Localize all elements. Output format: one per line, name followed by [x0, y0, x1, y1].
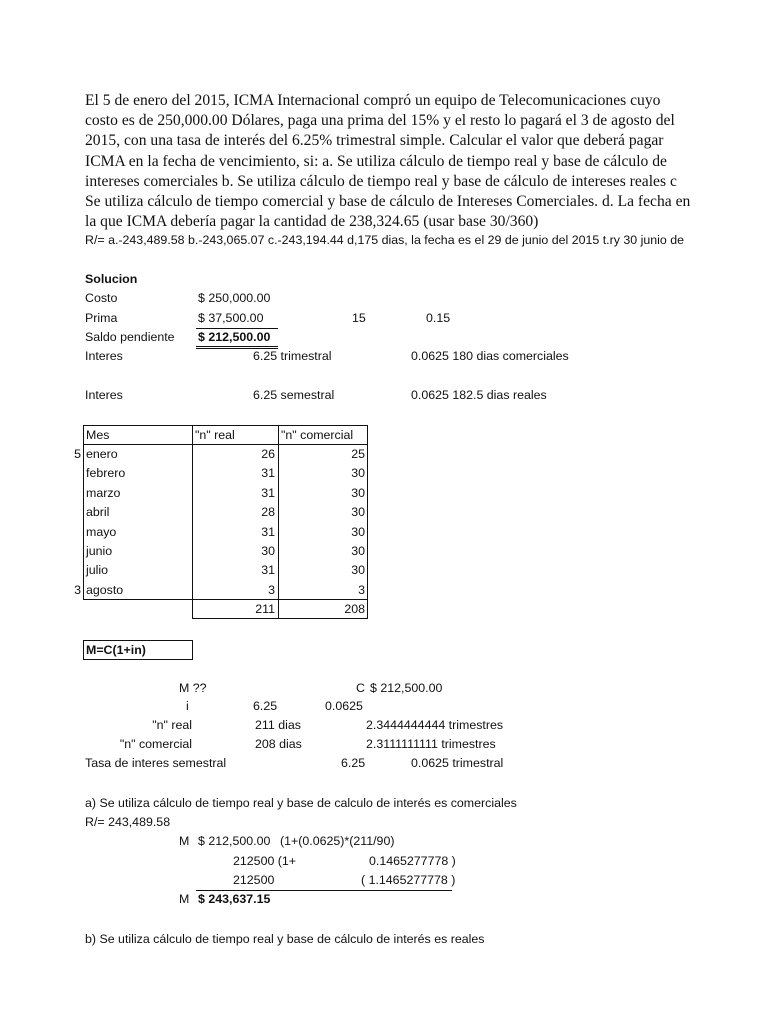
underline: [196, 328, 278, 329]
double-underline: [196, 346, 278, 347]
problem-line: 2015, con una tasa de interés del 6.25% trimestral simple. Calcular el valor que deberá pagar: [85, 132, 664, 150]
result-underline: [196, 890, 452, 891]
row-month: febrero: [86, 466, 126, 481]
prima-percent: 15: [352, 311, 366, 325]
calc-row-2a: 212500 (1+: [233, 854, 297, 868]
tasa-value: 6.25: [341, 756, 366, 770]
row-n-comercial: 30: [351, 485, 365, 500]
row-month: agosto: [86, 582, 124, 597]
solution-title: Solucion: [85, 272, 138, 286]
table-border: [367, 425, 368, 619]
interes1-value: 6.25 trimestral: [253, 349, 332, 363]
n-real-trimestres: 2.3444444444 trimestres: [366, 718, 504, 732]
row-n-comercial: 30: [351, 505, 365, 520]
row-month: marzo: [86, 485, 121, 500]
c-value: $ 212,500.00: [370, 681, 443, 695]
row-month: mayo: [86, 524, 117, 539]
part-a-answer: R/= 243,489.58: [85, 815, 171, 829]
row-month: abril: [86, 505, 110, 520]
row-n-real: 31: [261, 524, 275, 539]
interes1-label: Interes: [85, 349, 123, 363]
c-label: C: [356, 681, 365, 695]
interes2-value: 6.25 semestral: [253, 388, 335, 402]
part-a-heading: a) Se utiliza cálculo de tiempo real y base de calculo de interés es comerciales: [85, 796, 517, 810]
saldo-label: Saldo pendiente: [85, 330, 175, 344]
row-n-real: 31: [261, 466, 275, 481]
tasa-note: 0.0625 trimestral: [411, 756, 504, 770]
row-month: junio: [86, 544, 113, 558]
i-label: i: [186, 699, 189, 713]
interes2-label: Interes: [85, 388, 123, 402]
calc-row-2b: 0.1465277778 ): [369, 854, 456, 868]
row-n-comercial: 25: [351, 447, 365, 461]
column-header: Mes: [86, 428, 110, 442]
row-n-real: 30: [261, 544, 275, 558]
problem-line: costo es de 250,000.00 Dólares, paga una prima del 15% y el resto lo pagará el 3 de agosto del: [85, 112, 675, 130]
n-real-value: 211 dias: [255, 718, 301, 732]
row-n-real: 28: [261, 505, 275, 520]
table-border: [192, 425, 193, 619]
prima-value: $ 37,500.00: [198, 311, 264, 325]
m-symbol: M: [179, 834, 190, 848]
row-n-real: 31: [261, 563, 275, 578]
row-day-mark: 3: [74, 582, 81, 597]
table-border: [278, 425, 279, 619]
costo-label: Costo: [85, 291, 118, 305]
m-final-value: $ 243,637.15: [198, 892, 271, 906]
row-n-comercial: 30: [351, 466, 365, 481]
table-border: [83, 599, 367, 600]
part-b-heading: b) Se utiliza cálculo de tiempo real y base de cálculo de interés es reales: [85, 932, 485, 946]
calc-row-3b: ( 1.1465277778 ): [361, 873, 456, 887]
table-border: [192, 618, 367, 619]
row-n-comercial: 30: [351, 524, 365, 539]
problem-line: Se utiliza cálculo de tiempo comercial y base de cálculo de Intereses Comerciales. d. La fecha en: [85, 192, 691, 210]
row-n-real: 3: [268, 582, 275, 597]
m-expression: (1+(0.0625)*(211/90): [280, 834, 395, 848]
column-header: "n" comercial: [281, 428, 354, 442]
problem-line: la que ICMA debería pagar la cantidad de 238,324.65 (usar base 30/360): [85, 213, 539, 231]
interes1-note: 0.0625 180 dias comerciales: [411, 349, 569, 363]
problem-line: intereses comerciales b. Se utiliza cálculo de tiempo real y base de cálculo de intereses reales c: [85, 172, 677, 190]
i-rate: 0.0625: [325, 699, 363, 713]
table-border: [83, 444, 367, 445]
column-header: "n" real: [195, 428, 235, 442]
row-day-mark: 5: [74, 447, 81, 461]
problem-line: ICMA en la fecha de vencimiento, si: a. Se utiliza cálculo de tiempo real y base de cálculo de: [85, 152, 667, 170]
prima-label: Prima: [85, 311, 118, 325]
row-n-comercial: 3: [358, 582, 365, 597]
i-value: 6.25: [253, 699, 278, 713]
tasa-label: Tasa de interes semestral: [85, 756, 227, 770]
row-n-comercial: 30: [351, 563, 365, 578]
row-month: julio: [86, 563, 109, 578]
problem-answer: R/= a.-243,489.58 b.-243,065.07 c.-243,194.44 d,175 dias, la fecha es el 29 de junio del 2015 t.ry 30 junio de: [85, 233, 684, 247]
m-final-symbol: M: [179, 892, 190, 906]
n-comercial-label: "n" comercial: [119, 737, 192, 751]
row-n-real: 26: [261, 447, 275, 461]
problem-statement: [85, 91, 705, 232]
table-border: [83, 425, 367, 426]
total-real: 211: [255, 602, 275, 616]
m-principal: $ 212,500.00: [198, 834, 271, 848]
problem-line: El 5 de enero del 2015, ICMA Internacional compró un equipo de Telecomunicaciones cuyo: [85, 92, 661, 109]
costo-value: $ 250,000.00: [198, 291, 271, 305]
interes2-note: 0.0625 182.5 dias reales: [411, 388, 547, 402]
row-n-comercial: 30: [351, 544, 365, 558]
m-label: M ??: [179, 681, 207, 695]
formula-box: M=C(1+in): [83, 640, 193, 660]
n-real-label: "n" real: [152, 718, 192, 732]
total-comercial: 208: [344, 602, 365, 616]
saldo-value: $ 212,500.00: [198, 330, 271, 344]
n-comercial-value: 208 dias: [255, 737, 302, 751]
n-comercial-trimestres: 2.3111111111 trimestres: [366, 737, 496, 751]
calc-row-3a: 212500: [233, 873, 275, 887]
prima-rate: 0.15: [426, 311, 451, 325]
row-month: enero: [86, 447, 118, 461]
row-n-real: 31: [261, 485, 275, 500]
table-border: [83, 425, 84, 600]
